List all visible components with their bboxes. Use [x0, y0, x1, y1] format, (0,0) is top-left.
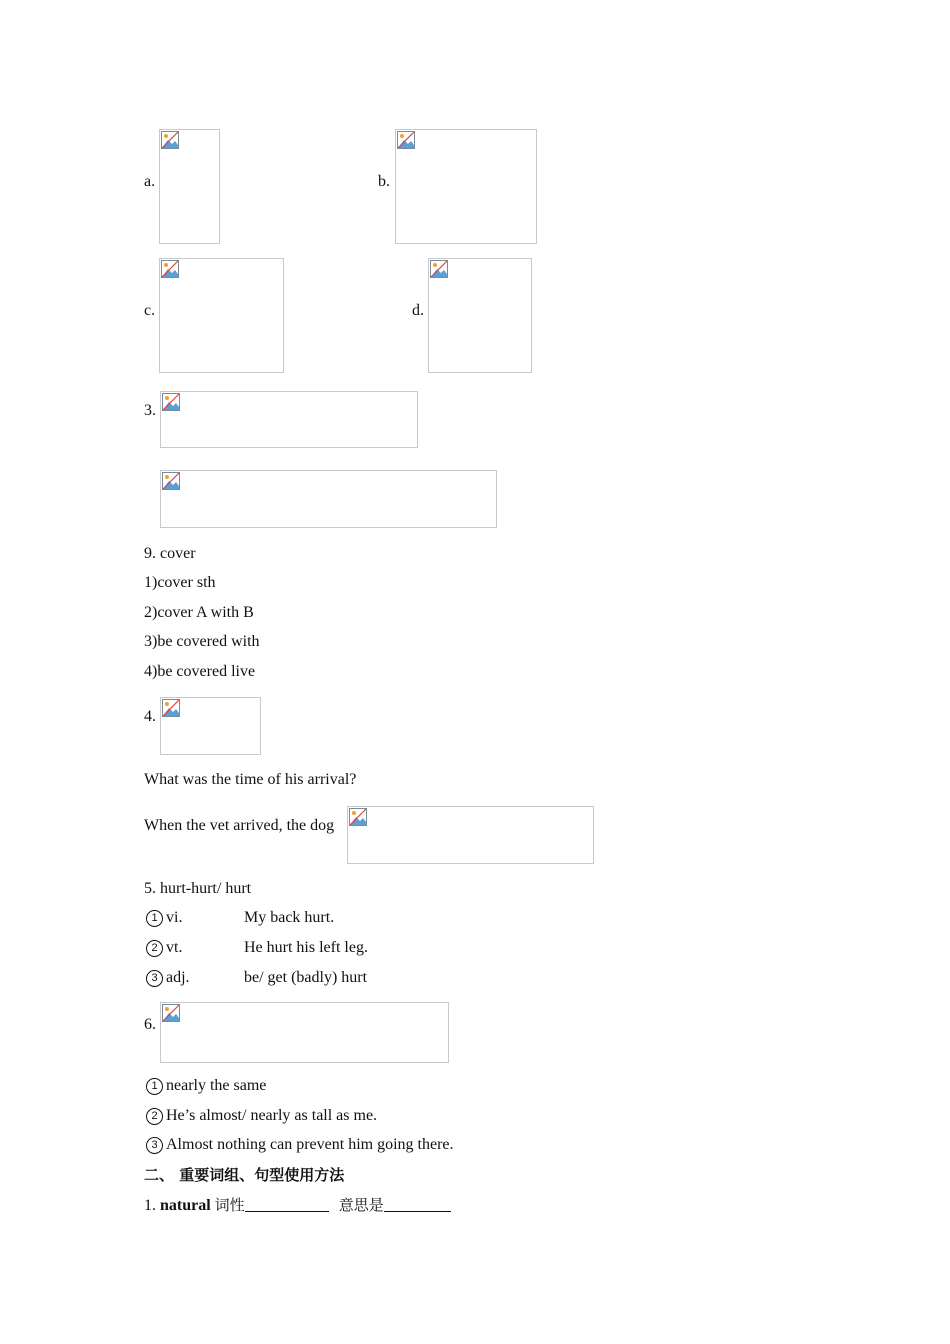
image-label-a: a.	[144, 173, 156, 190]
item-number-3: 3.	[144, 402, 156, 419]
circled-number-3: 3	[146, 970, 163, 987]
nearly-item-1	[146, 1077, 266, 1095]
hurt-row-2	[146, 939, 182, 957]
cover-heading: 9. cover	[144, 545, 196, 562]
pos-label: 词性	[214, 1196, 245, 1214]
pos-blank[interactable]	[245, 1197, 329, 1212]
hurt-heading: 5. hurt-hurt/ hurt	[144, 880, 252, 897]
circled-number-2: 2	[146, 940, 163, 957]
broken-image-icon	[162, 1004, 180, 1022]
image-label-d: d.	[412, 302, 424, 319]
image-label-c: c.	[144, 302, 156, 319]
broken-image-icon	[162, 699, 180, 717]
vocab-word: natural	[160, 1197, 211, 1214]
nearly-item-2	[146, 1107, 377, 1125]
arrival-question: What was the time of his arrival?	[144, 771, 357, 788]
cover-item-4: 4)be covered live	[144, 663, 256, 680]
nearly-text-1: nearly the same	[166, 1077, 267, 1094]
image-placeholder-c	[159, 258, 284, 373]
item-number-6: 6.	[144, 1016, 156, 1033]
section-2-heading: 二、 重要词组、句型使用方法	[144, 1166, 345, 1184]
broken-image-icon	[162, 393, 180, 411]
circled-number-1: 1	[146, 1078, 163, 1095]
nearly-text-2: He’s almost/ nearly as tall as me.	[166, 1107, 378, 1124]
section-2-item-1	[144, 1196, 451, 1215]
image-placeholder-d	[428, 258, 532, 373]
cover-item-1: 1)cover sth	[144, 574, 216, 591]
circled-number-2: 2	[146, 1108, 163, 1125]
image-placeholder-arrival	[347, 806, 594, 864]
meaning-blank[interactable]	[384, 1197, 451, 1212]
image-placeholder-6	[160, 1002, 449, 1063]
cover-item-3: 3)be covered with	[144, 633, 260, 650]
hurt-pos-2: vt.	[166, 939, 183, 956]
meaning-label: 意思是	[338, 1196, 384, 1214]
broken-image-icon	[161, 260, 179, 278]
hurt-pos-3: adj.	[166, 969, 190, 986]
image-label-b: b.	[378, 173, 390, 190]
hurt-example-2: He hurt his left leg.	[244, 939, 368, 956]
broken-image-icon	[162, 472, 180, 490]
image-placeholder-4	[160, 697, 261, 755]
circled-number-1: 1	[146, 910, 163, 927]
hurt-pos-1: vi.	[166, 909, 183, 926]
circled-number-3: 3	[146, 1137, 163, 1154]
item-number-4: 4.	[144, 708, 156, 725]
broken-image-icon	[349, 808, 367, 826]
image-placeholder-b	[395, 129, 537, 244]
broken-image-icon	[430, 260, 448, 278]
broken-image-icon	[397, 131, 415, 149]
image-placeholder-a	[159, 129, 220, 244]
nearly-item-3	[146, 1136, 454, 1154]
hurt-example-3: be/ get (badly) hurt	[244, 969, 368, 986]
item-number: 1.	[144, 1197, 156, 1214]
arrival-sentence: When the vet arrived, the dog	[144, 817, 335, 834]
hurt-row-1	[146, 909, 182, 927]
broken-image-icon	[161, 131, 179, 149]
image-placeholder-3b	[160, 470, 497, 528]
cover-item-2: 2)cover A with B	[144, 604, 254, 621]
image-placeholder-3	[160, 391, 418, 448]
hurt-row-3	[146, 969, 190, 987]
nearly-text-3: Almost nothing can prevent him going there.	[166, 1136, 454, 1153]
hurt-example-1: My back hurt.	[244, 909, 335, 926]
